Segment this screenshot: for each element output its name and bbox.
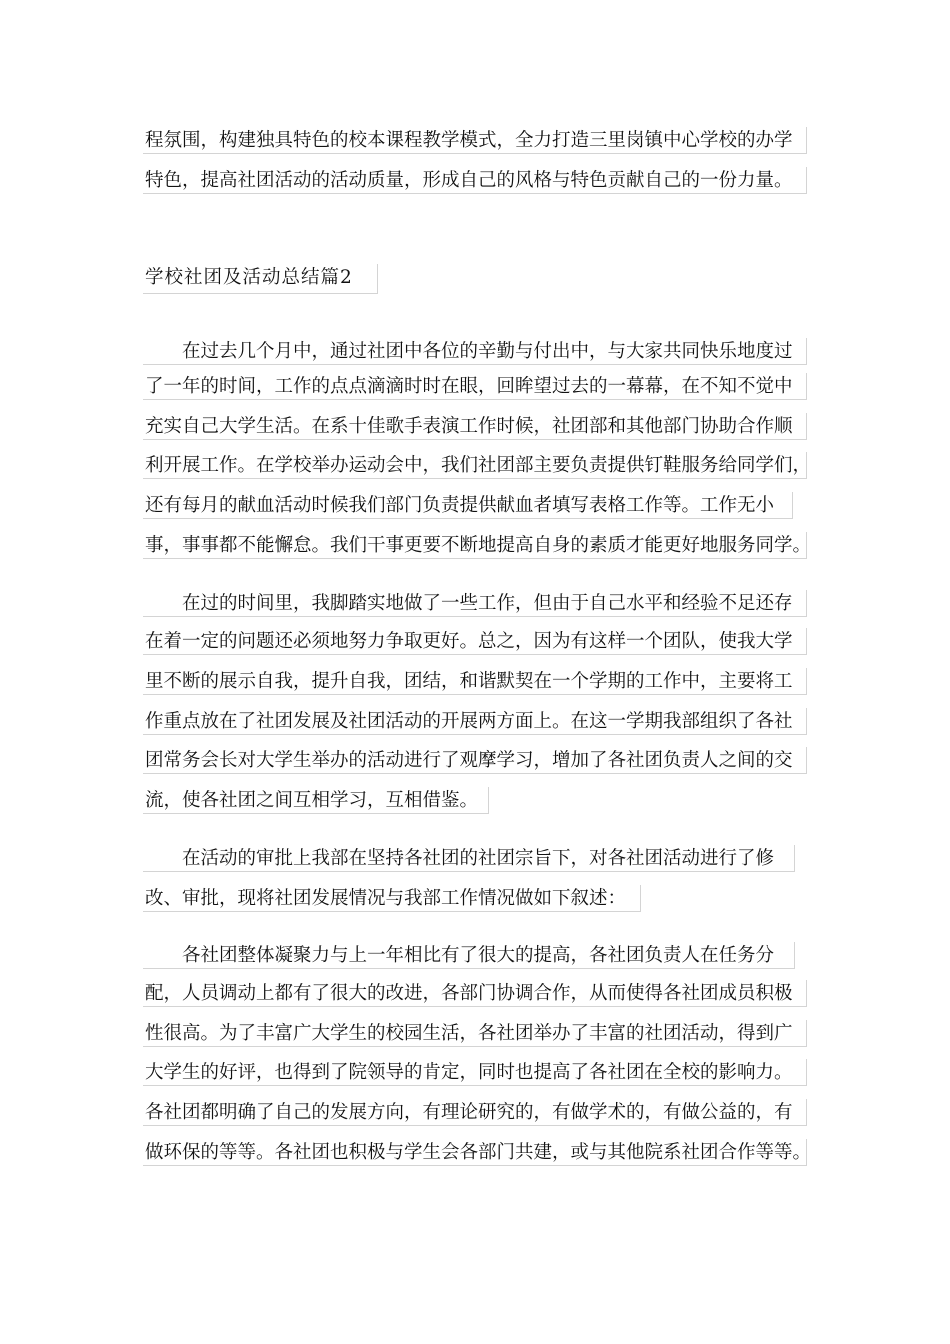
section-heading: 学校社团及活动总结篇2 <box>143 264 378 294</box>
intro-line-2: 特色，提高社团活动的活动质量，形成自己的风格与特色贡献自己的一份力量。 <box>143 167 807 194</box>
p2-line-5: 团常务会长对大学生举办的活动进行了观摩学习，增加了各社团负责人之间的交 <box>143 747 807 774</box>
p4-line-6: 做环保的等等。各社团也积极与学生会各部门共建，或与其他院系社团合作等等。 <box>143 1139 807 1166</box>
p4-line-5: 各社团都明确了自己的发展方向，有理论研究的，有做学术的，有做公益的，有 <box>143 1099 807 1126</box>
p1-line-5: 还有每月的献血活动时候我们部门负责提供献血者填写表格工作等。工作无小 <box>143 492 793 519</box>
p4-line-4: 大学生的好评，也得到了院领导的肯定，同时也提高了各社团在全校的影响力。 <box>143 1059 807 1086</box>
p2-line-1: 在过的时间里，我脚踏实地做了一些工作，但由于自己水平和经验不足还存 <box>143 590 807 617</box>
intro-line-1: 程氛围，构建独具特色的校本课程教学模式，全力打造三里岗镇中心学校的办学 <box>143 127 807 154</box>
p2-line-6: 流，使各社团之间互相学习，互相借鉴。 <box>143 787 489 814</box>
p1-line-4: 利开展工作。在学校举办运动会中，我们社团部主要负责提供钉鞋服务给同学们， <box>143 452 807 479</box>
p4-line-3: 性很高。为了丰富广大学生的校园生活，各社团举办了丰富的社团活动，得到广 <box>143 1020 807 1047</box>
p3-line-1: 在活动的审批上我部在坚持各社团的社团宗旨下，对各社团活动进行了修 <box>143 845 795 872</box>
p2-line-3: 里不断的展示自我，提升自我，团结，和谐默契在一个学期的工作中，主要将工 <box>143 668 807 695</box>
p2-line-2: 在着一定的问题还必须地努力争取更好。总之，因为有这样一个团队，使我大学 <box>143 628 807 655</box>
p1-line-2: 了一年的时间，工作的点点滴滴时时在眼，回眸望过去的一幕幕，在不知不觉中 <box>143 373 807 400</box>
p2-line-4: 作重点放在了社团发展及社团活动的开展两方面上。在这一学期我部组织了各社 <box>143 708 807 735</box>
p1-line-6: 事，事事都不能懈怠。我们干事更要不断地提高自身的素质才能更好地服务同学。 <box>143 532 807 559</box>
p4-line-1: 各社团整体凝聚力与上一年相比有了很大的提高，各社团负责人在任务分 <box>143 942 795 969</box>
p4-line-2: 配，人员调动上都有了很大的改进，各部门协调合作，从而使得各社团成员积极 <box>143 980 807 1007</box>
p1-line-3: 充实自己大学生活。在系十佳歌手表演工作时候，社团部和其他部门协助合作顺 <box>143 413 807 440</box>
p1-line-1: 在过去几个月中，通过社团中各位的辛勤与付出中，与大家共同快乐地度过 <box>143 338 807 365</box>
p3-line-2: 改、审批，现将社团发展情况与我部工作情况做如下叙述： <box>143 885 641 912</box>
